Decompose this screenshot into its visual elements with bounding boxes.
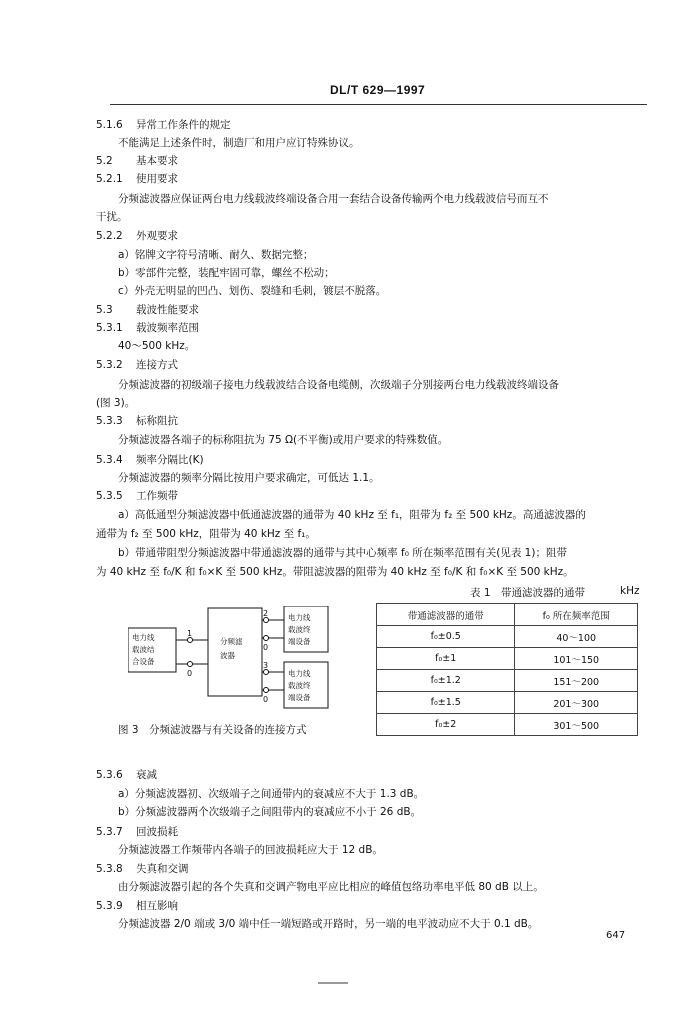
table-header-passband: 带通滤波器的通带 bbox=[377, 604, 515, 626]
section-title: 相互影响 bbox=[136, 900, 178, 912]
paragraph-line: 40～500 kHz。 bbox=[118, 340, 196, 352]
table-header-f0-range: f₀ 所在频率范围 bbox=[515, 604, 638, 626]
figure-3-caption: 图 3 分频滤波器与有关设备的连接方式 bbox=[118, 724, 307, 736]
f0-range-cell: 201～300 bbox=[515, 692, 638, 714]
section-number: 5.2 bbox=[96, 155, 113, 167]
section-title: 使用要求 bbox=[136, 173, 178, 185]
section-title: 载波频率范围 bbox=[136, 322, 199, 334]
section-heading bbox=[96, 118, 231, 132]
section-heading bbox=[96, 321, 199, 335]
f0-range-cell: 40～100 bbox=[515, 626, 638, 648]
paragraph-line: b）分频滤波器两个次级端子之间阻带内的衰减应不小于 26 dB。 bbox=[118, 806, 422, 818]
table-1-caption bbox=[470, 585, 640, 600]
section-title: 失真和交调 bbox=[136, 863, 189, 875]
paragraph-line: 不能满足上述条件时，制造厂和用户应订特殊协议。 bbox=[118, 137, 360, 149]
section-heading bbox=[96, 229, 178, 243]
section-title: 回波损耗 bbox=[136, 826, 178, 838]
table-row bbox=[377, 714, 638, 736]
terminal-upper-label-2: 载波终 bbox=[288, 625, 311, 634]
terminal-num-0-lower: 0 bbox=[263, 695, 269, 704]
f0-range-cell: 151～200 bbox=[515, 670, 638, 692]
terminal-upper-label-1: 电力线 bbox=[288, 613, 311, 622]
section-number: 5.3.9 bbox=[96, 900, 123, 912]
table-row bbox=[377, 692, 638, 714]
paragraph-line: a）高低通型分频滤波器中低通滤波器的通带为 40 kHz 至 f₁，阻带为 f₂ 至 500 kHz。高通滤波器的 bbox=[118, 509, 586, 521]
standard-header: DL/T 629—1997 bbox=[330, 83, 426, 97]
paragraph-line: 分频滤波器的频率分隔比按用户要求确定，可低达 1.1。 bbox=[118, 472, 380, 484]
f0-range-cell: 101～150 bbox=[515, 648, 638, 670]
table-row bbox=[377, 626, 638, 648]
section-title: 衰减 bbox=[136, 769, 157, 781]
section-title: 连接方式 bbox=[136, 359, 178, 371]
section-heading bbox=[96, 768, 157, 782]
coupling-device-label-2: 载波结 bbox=[132, 645, 155, 654]
coupling-device-label-1: 电力线 bbox=[132, 633, 155, 642]
table-row bbox=[377, 670, 638, 692]
section-heading bbox=[96, 825, 178, 839]
section-heading bbox=[96, 453, 204, 467]
filter-label-2: 波器 bbox=[220, 651, 235, 660]
paragraph-line: c）外壳无明显的凹凸、划伤、裂缝和毛刺，镀层不脱落。 bbox=[118, 285, 387, 297]
table-1 bbox=[376, 603, 638, 736]
terminal-lower-label-1: 电力线 bbox=[288, 669, 311, 678]
passband-cell: f₀±1 bbox=[377, 648, 515, 670]
section-number: 5.3.1 bbox=[96, 322, 123, 334]
table-1-title: 表 1 带通滤波器的通带 bbox=[470, 587, 586, 599]
section-number: 5.3.5 bbox=[96, 490, 123, 502]
section-number: 5.1.6 bbox=[96, 119, 123, 131]
terminal-upper-label-3: 端设备 bbox=[288, 637, 311, 646]
paragraph-line: b）零部件完整，装配牢固可靠，螺丝不松动； bbox=[118, 267, 335, 279]
paragraph-line: 为 40 kHz 至 f₀/K 和 f₀×K 至 500 kHz。带阻滤波器的阻带为 40 kHz 至 f₀/K 和 f₀×K 至 500 kHz。 bbox=[96, 566, 574, 578]
terminal-num-0-primary: 0 bbox=[187, 669, 193, 678]
section-number: 5.2.2 bbox=[96, 230, 123, 242]
passband-cell: f₀±2 bbox=[377, 714, 515, 736]
section-title: 频率分隔比(K) bbox=[136, 454, 204, 466]
section-heading bbox=[96, 414, 178, 428]
section-heading bbox=[96, 489, 178, 503]
section-number: 5.3.4 bbox=[96, 454, 123, 466]
paragraph-line: 分频滤波器的初级端子接电力线载波结合设备电缆侧，次级端子分别接两台电力线载波终端设备 bbox=[118, 379, 559, 391]
paragraph-line: 分频滤波器 2/0 端或 3/0 端中任一端短路或开路时，另一端的电平波动应不大于 0.1 dB。 bbox=[118, 918, 539, 930]
section-heading bbox=[96, 303, 199, 317]
footer-mark bbox=[318, 982, 348, 984]
section-number: 5.3.2 bbox=[96, 359, 123, 371]
section-heading bbox=[96, 899, 178, 913]
passband-cell: f₀±0.5 bbox=[377, 626, 515, 648]
section-title: 异常工作条件的规定 bbox=[136, 119, 231, 131]
section-heading bbox=[96, 172, 178, 186]
section-number: 5.3.7 bbox=[96, 826, 123, 838]
terminal-num-1: 1 bbox=[187, 629, 193, 638]
paragraph-line: 分频滤波器应保证两台电力线载波终端设备合用一套结合设备传输两个电力线载波信号而互不 bbox=[118, 193, 549, 205]
section-title: 外观要求 bbox=[136, 230, 178, 242]
paragraph-line: 通带为 f₂ 至 500 kHz，阻带为 40 kHz 至 f₁。 bbox=[96, 528, 316, 540]
section-title: 载波性能要求 bbox=[136, 304, 199, 316]
figure-3-diagram bbox=[128, 606, 348, 716]
section-title: 标称阻抗 bbox=[136, 415, 178, 427]
paragraph-line: b）带通带阻型分频滤波器中带通滤波器的通带与其中心频率 f₀ 所在频率范围有关(见表 1)；阻带 bbox=[118, 547, 567, 559]
paragraph-line: 分频滤波器各端子的标称阻抗为 75 Ω(不平衡)或用户要求的特殊数值。 bbox=[118, 434, 449, 446]
filter-label-1: 分频滤 bbox=[220, 637, 243, 646]
paragraph-line: 干扰。 bbox=[96, 211, 128, 223]
section-heading bbox=[96, 862, 189, 876]
section-number: 5.3.8 bbox=[96, 863, 123, 875]
section-number: 5.3.6 bbox=[96, 769, 123, 781]
paragraph-line: a）分频滤波器初、次级端子之间通带内的衰减应不大于 1.3 dB。 bbox=[118, 788, 425, 800]
paragraph-line: (图 3)。 bbox=[96, 397, 136, 409]
paragraph-line: 由分频滤波器引起的各个失真和交调产物电平应比相应的峰值包络功率电平低 80 dB 以上。 bbox=[118, 881, 544, 893]
terminal-num-2: 2 bbox=[263, 609, 269, 618]
table-row bbox=[377, 648, 638, 670]
passband-cell: f₀±1.2 bbox=[377, 670, 515, 692]
table-header-row bbox=[377, 604, 638, 626]
terminal-lower-label-3: 端设备 bbox=[288, 693, 311, 702]
coupling-device-label-3: 合设备 bbox=[132, 657, 155, 666]
section-heading bbox=[96, 358, 178, 372]
paragraph-line: 分频滤波器工作频带内各端子的回波损耗应大于 12 dB。 bbox=[118, 844, 383, 856]
section-number: 5.3 bbox=[96, 304, 113, 316]
paragraph-line: a）铭牌文字符号清晰、耐久、数据完整； bbox=[118, 249, 314, 261]
section-heading bbox=[96, 154, 178, 168]
section-number: 5.2.1 bbox=[96, 173, 123, 185]
terminal-num-3: 3 bbox=[263, 661, 269, 670]
terminal-num-0-upper: 0 bbox=[263, 643, 269, 652]
section-number: 5.3.3 bbox=[96, 415, 123, 427]
table-1-unit: kHz bbox=[620, 585, 640, 597]
passband-cell: f₀±1.5 bbox=[377, 692, 515, 714]
section-title: 基本要求 bbox=[136, 155, 178, 167]
f0-range-cell: 301～500 bbox=[515, 714, 638, 736]
section-title: 工作频带 bbox=[136, 490, 178, 502]
header-rule bbox=[110, 104, 647, 105]
terminal-lower-label-2: 载波终 bbox=[288, 681, 311, 690]
filter-box bbox=[208, 608, 262, 696]
page-number: 647 bbox=[606, 930, 626, 941]
